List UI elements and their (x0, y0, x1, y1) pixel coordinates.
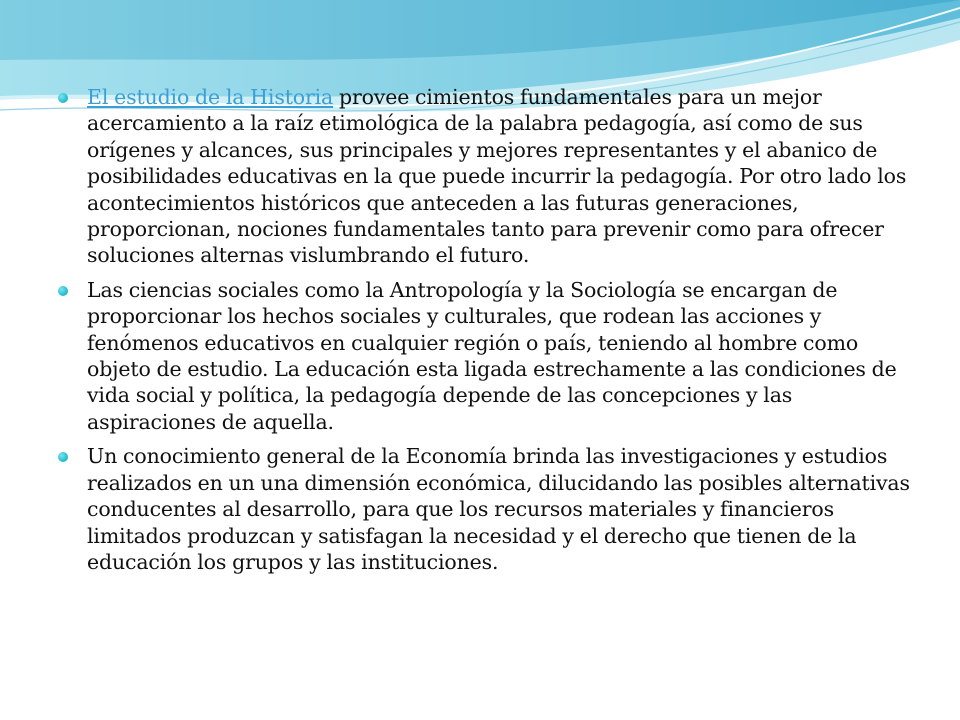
bullet-item-ciencias-sociales (58, 277, 910, 435)
slide-content (58, 84, 910, 583)
bullet-item-historia (58, 84, 910, 269)
bullet-dot-icon (58, 452, 68, 462)
bullet-list (58, 84, 910, 575)
bullet-text: provee cimientos fundamentales para un mejor acercamiento a la raíz etimológica de la palabra pedagogía, así como de sus orígenes y alcances, sus principales y mejores representantes y el abanico de posibilidades educativas en la que puede incurrir la pedagogía. Por otro lado los acontecimientos históricos que anteceden a las futuras generaciones, proporcionan, nociones fundamentales tanto para prevenir como para ofrecer soluciones alternas vislumbrando el futuro. (87, 85, 907, 268)
bullet-text: Las ciencias sociales como la Antropología y la Sociología se encargan de proporcionar los hechos sociales y culturales, que rodean las acciones y fenómenos educativos en cualquier región o país, teniendo al hombre como objeto de estudio. La educación esta ligada estrechamente a las condiciones de vida social y política, la pedagogía depende de las concepciones y las aspiraciones de aquella. (87, 277, 897, 434)
bullet-item-economia (58, 443, 910, 575)
bullet-text: Un conocimiento general de la Economía brinda las investigaciones y estudios realizados en un una dimensión económica, dilucidando las posibles alternativas conducentes al desarrollo, para que los recursos materiales y financieros limitados produzcan y satisfagan la necesidad y el derecho que tienen de la educación los grupos y las instituciones. (87, 444, 910, 574)
historia-link[interactable]: El estudio de la Historia (87, 85, 334, 109)
bullet-dot-icon (58, 286, 68, 296)
bullet-dot-icon (58, 93, 68, 103)
